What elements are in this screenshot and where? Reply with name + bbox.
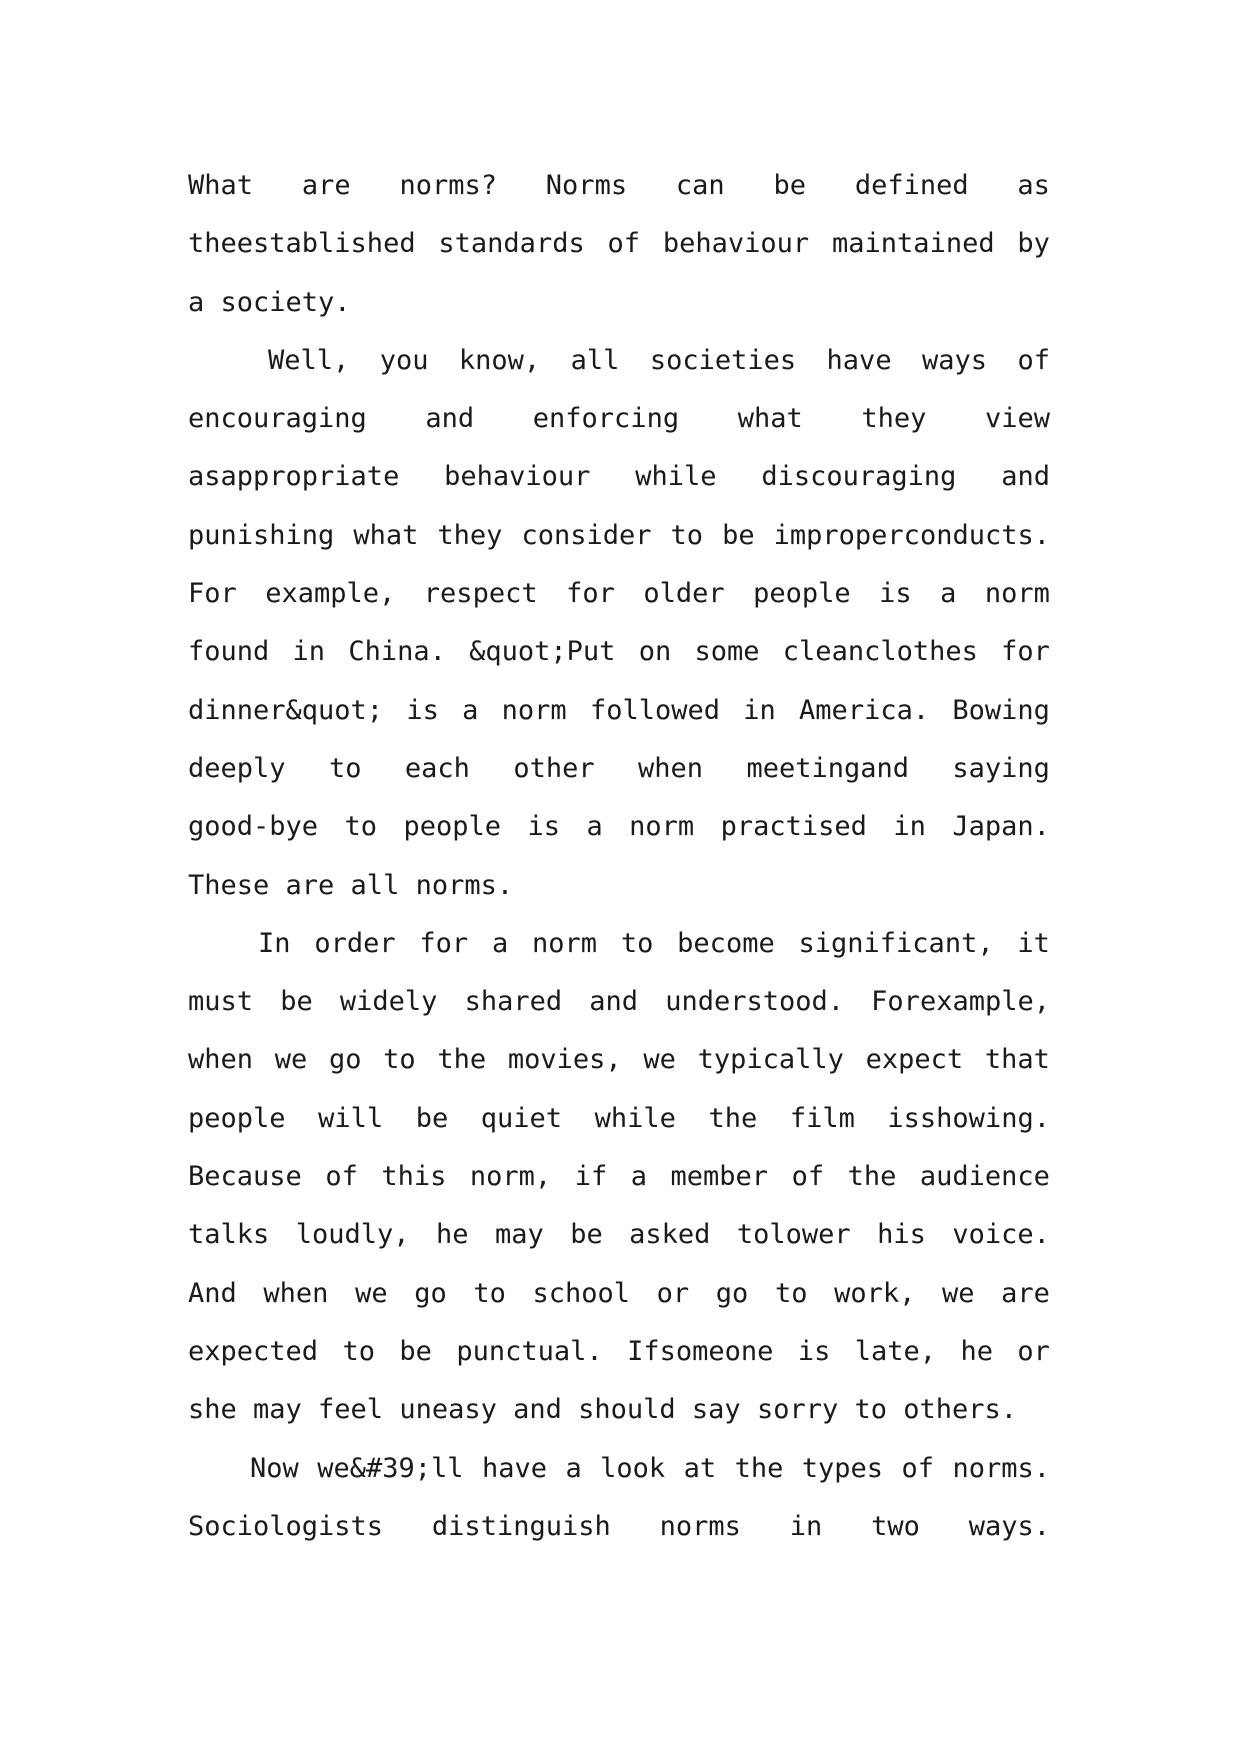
text-line: encouraging and enforcing what they view [188,403,1050,435]
text-line: she may feel uneasy and should say sorry to others. [188,1394,1018,1426]
text-line: theestablished standards of behaviour maintained by [188,228,1050,260]
text-line: Well, you know, all societies have ways of [268,344,1050,376]
document-body [188,157,1050,1556]
text-line: must be widely shared and understood. Forexample, [188,986,1050,1018]
text-line: And when we go to school or go to work, we are [188,1277,1050,1309]
text-line: What are norms? Norms can be defined as [188,170,1050,201]
text-line: expected to be punctual. Ifsomeone is late, he or [188,1335,1050,1367]
text-line: deeply to each other when meetingand saying [188,752,1050,784]
text-line: people will be quiet while the film isshowing. [188,1102,1050,1134]
text-line: dinner&quot; is a norm followed in America. Bowing [188,694,1050,726]
text-line: Now we&#39;ll have a look at the types of norms. [250,1452,1050,1484]
text-line: asappropriate behaviour while discouraging and [188,461,1050,493]
text-line: a society. [188,286,351,318]
text-line: These are all norms. [188,869,514,901]
text-line: For example, respect for older people is a norm [188,578,1050,610]
text-line: when we go to the movies, we typically expect that [188,1044,1050,1076]
text-line: punishing what they consider to be improperconducts. [188,519,1050,551]
text-line: good-bye to people is a norm practised in Japan. [188,811,1050,843]
text-line: found in China. &quot;Put on some cleanclothes for [188,636,1050,668]
text-line: In order for a norm to become significant, it [258,927,1050,959]
text-line: Because of this norm, if a member of the audience [188,1161,1050,1193]
text-line: Sociologists distinguish norms in two ways. [188,1510,1050,1542]
text-line: talks loudly, he may be asked tolower his voice. [188,1219,1050,1251]
